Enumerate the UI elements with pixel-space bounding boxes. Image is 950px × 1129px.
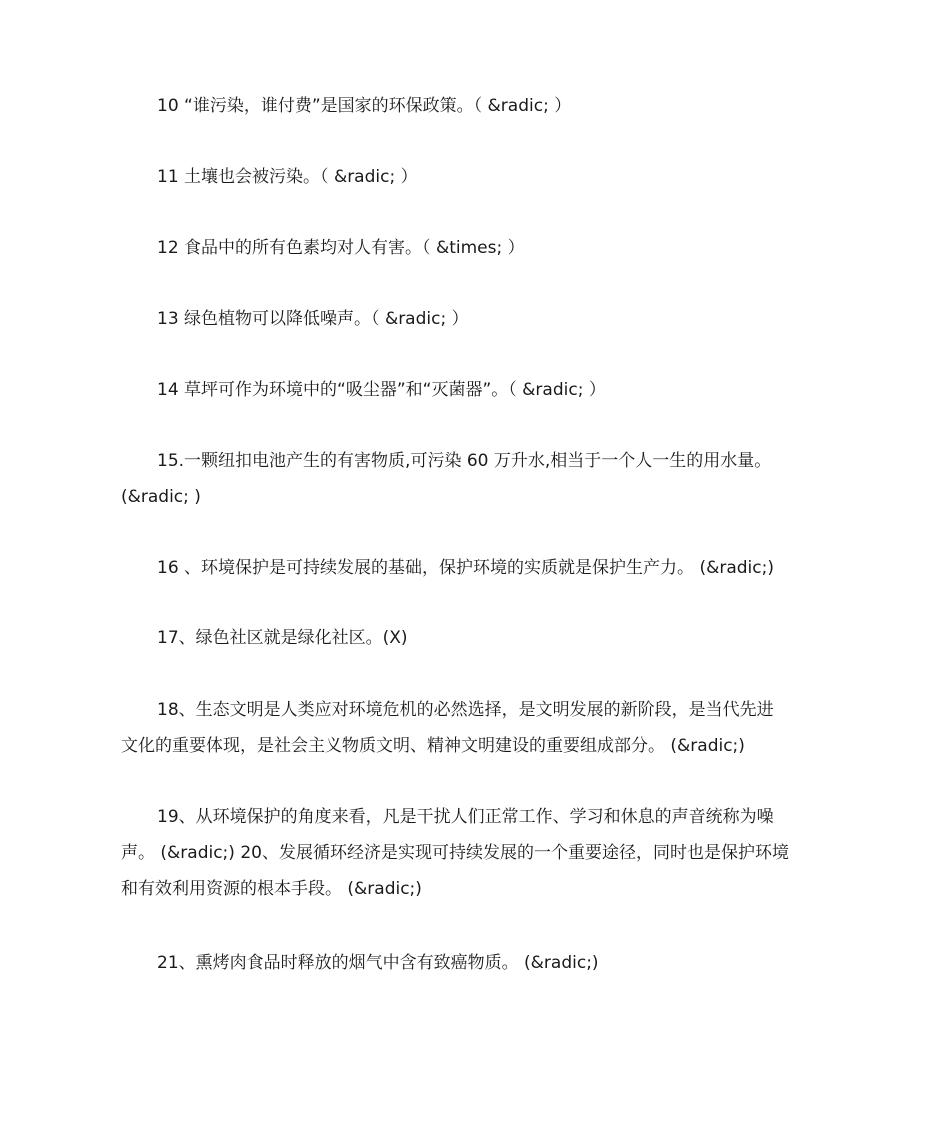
item-11 [121,159,833,195]
item-11-line-1: 11 土壤也会被污染。（ &radic; ） [157,167,418,187]
item-15-line-1: 15.一颗纽扣电池产生的有害物质,可污染 60 万升水,相当于一个人一生的用水量。 [157,451,772,471]
item-18 [121,692,833,764]
item-10-line-1: 10 “谁污染，谁付费”是国家的环保政策。（ &radic; ） [157,96,572,116]
item-13 [121,301,833,337]
item-15 [121,443,833,515]
item-16-line-1: 16 、环境保护是可持续发展的基础，保护环境的实质就是保护生产力。 (&radic;) [157,558,774,578]
item-12 [121,230,833,266]
item-14 [121,372,833,408]
item-16 [121,550,833,586]
item-15-line-2: (&radic; ) [121,487,201,507]
item-18-line-2: 文化的重要体现，是社会主义物质文明、精神文明建设的重要组成部分。 (&radic;) [121,736,745,756]
item-19-line-2: 声。 (&radic;) 20、发展循环经济是实现可持续发展的一个重要途径，同时也是保护环境 [121,843,789,863]
item-12-line-1: 12 食品中的所有色素均对人有害。（ &times; ） [157,238,525,258]
item-14-line-1: 14 草坪可作为环境中的“吸尘器”和“灭菌器”。（ &radic; ） [157,380,606,400]
item-21-line-1: 21、熏烤肉食品时释放的烟气中含有致癌物质。 (&radic;) [157,953,599,973]
item-17-line-1: 17、绿色社区就是绿化社区。(X) [157,628,408,648]
item-17 [121,620,833,656]
item-10 [121,88,833,124]
item-19-line-1: 19、从环境保护的角度来看，凡是干扰人们正常工作、学习和休息的声音统称为噪 [157,807,774,827]
item-20-line-3: 和有效利用资源的根本手段。 (&radic;) [121,879,422,899]
item-21 [121,945,833,981]
item-18-line-1: 18、生态文明是人类应对环境危机的必然选择，是文明发展的新阶段，是当代先进 [157,700,774,720]
item-19-20 [121,799,833,907]
item-13-line-1: 13 绿色植物可以降低噪声。（ &radic; ） [157,309,469,329]
